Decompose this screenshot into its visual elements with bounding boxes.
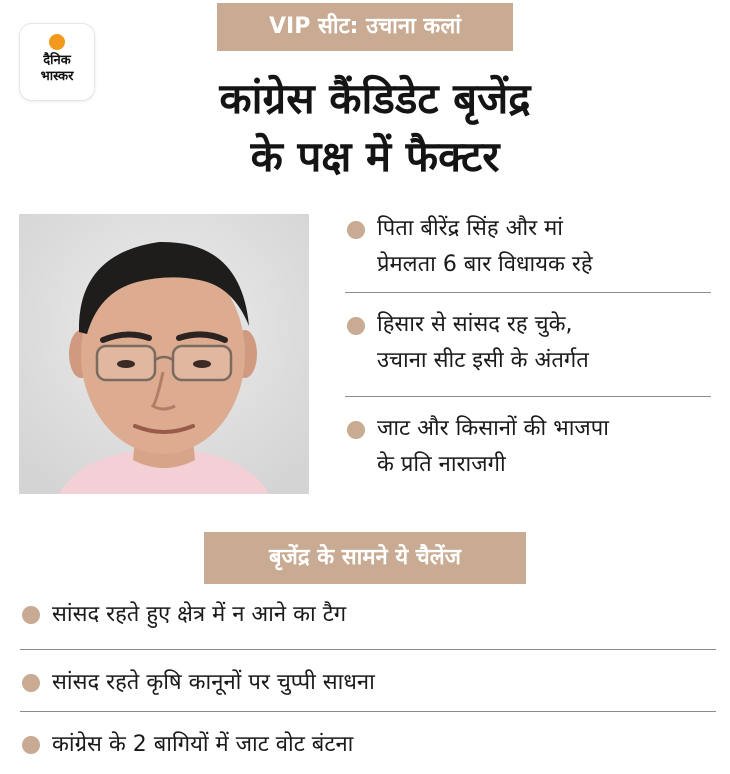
challenges-list (20, 592, 716, 774)
factor-line: उचाना सीट इसी के अंतर्गत (377, 348, 589, 373)
candidate-photo (19, 214, 309, 494)
challenge-text: कांग्रेस के 2 बागियों में जाट वोट बंटना (52, 732, 354, 757)
factor-item (345, 293, 711, 397)
candidate-portrait-illustration (19, 214, 309, 494)
headline-line-1: कांग्रेस कैंडिडेट बृजेंद्र (219, 74, 531, 123)
bullet-dot-icon (22, 736, 40, 754)
factors-list (345, 205, 711, 501)
challenge-text: सांसद रहते कृषि कानूनों पर चुप्पी साधना (52, 670, 375, 695)
challenge-item (20, 650, 716, 712)
factor-line: प्रेमलता 6 बार विधायक रहे (377, 252, 593, 277)
bullet-dot-icon (347, 421, 365, 439)
sun-icon (49, 34, 65, 50)
bullet-dot-icon (347, 221, 365, 239)
bullet-dot-icon (22, 674, 40, 692)
dainik-bhaskar-logo (20, 24, 94, 100)
factor-line: के प्रति नाराजगी (377, 452, 506, 477)
factor-item (345, 397, 711, 501)
bullet-dot-icon (347, 317, 365, 335)
challenges-title: बृजेंद्र के सामने ये चैलेंज (204, 532, 526, 584)
factor-item (345, 205, 711, 293)
factor-line: पिता बीरेंद्र सिंह और मां (377, 216, 563, 241)
vip-seat-tag: VIP सीट: उचाना कलां (217, 3, 513, 51)
factor-line: हिसार से सांसद रह चुके, (377, 312, 573, 337)
challenge-item (20, 712, 716, 774)
logo-line-2: भास्कर (40, 69, 74, 84)
logo-line-1: दैनिक (43, 53, 71, 68)
challenge-text: सांसद रहते हुए क्षेत्र में न आने का टैग (52, 602, 347, 627)
challenge-item (20, 592, 716, 650)
headline-line-2: के पक्ष में फैक्टर (250, 132, 500, 181)
factor-line: जाट और किसानों की भाजपा (377, 416, 609, 441)
headline (95, 70, 655, 186)
bullet-dot-icon (22, 606, 40, 624)
